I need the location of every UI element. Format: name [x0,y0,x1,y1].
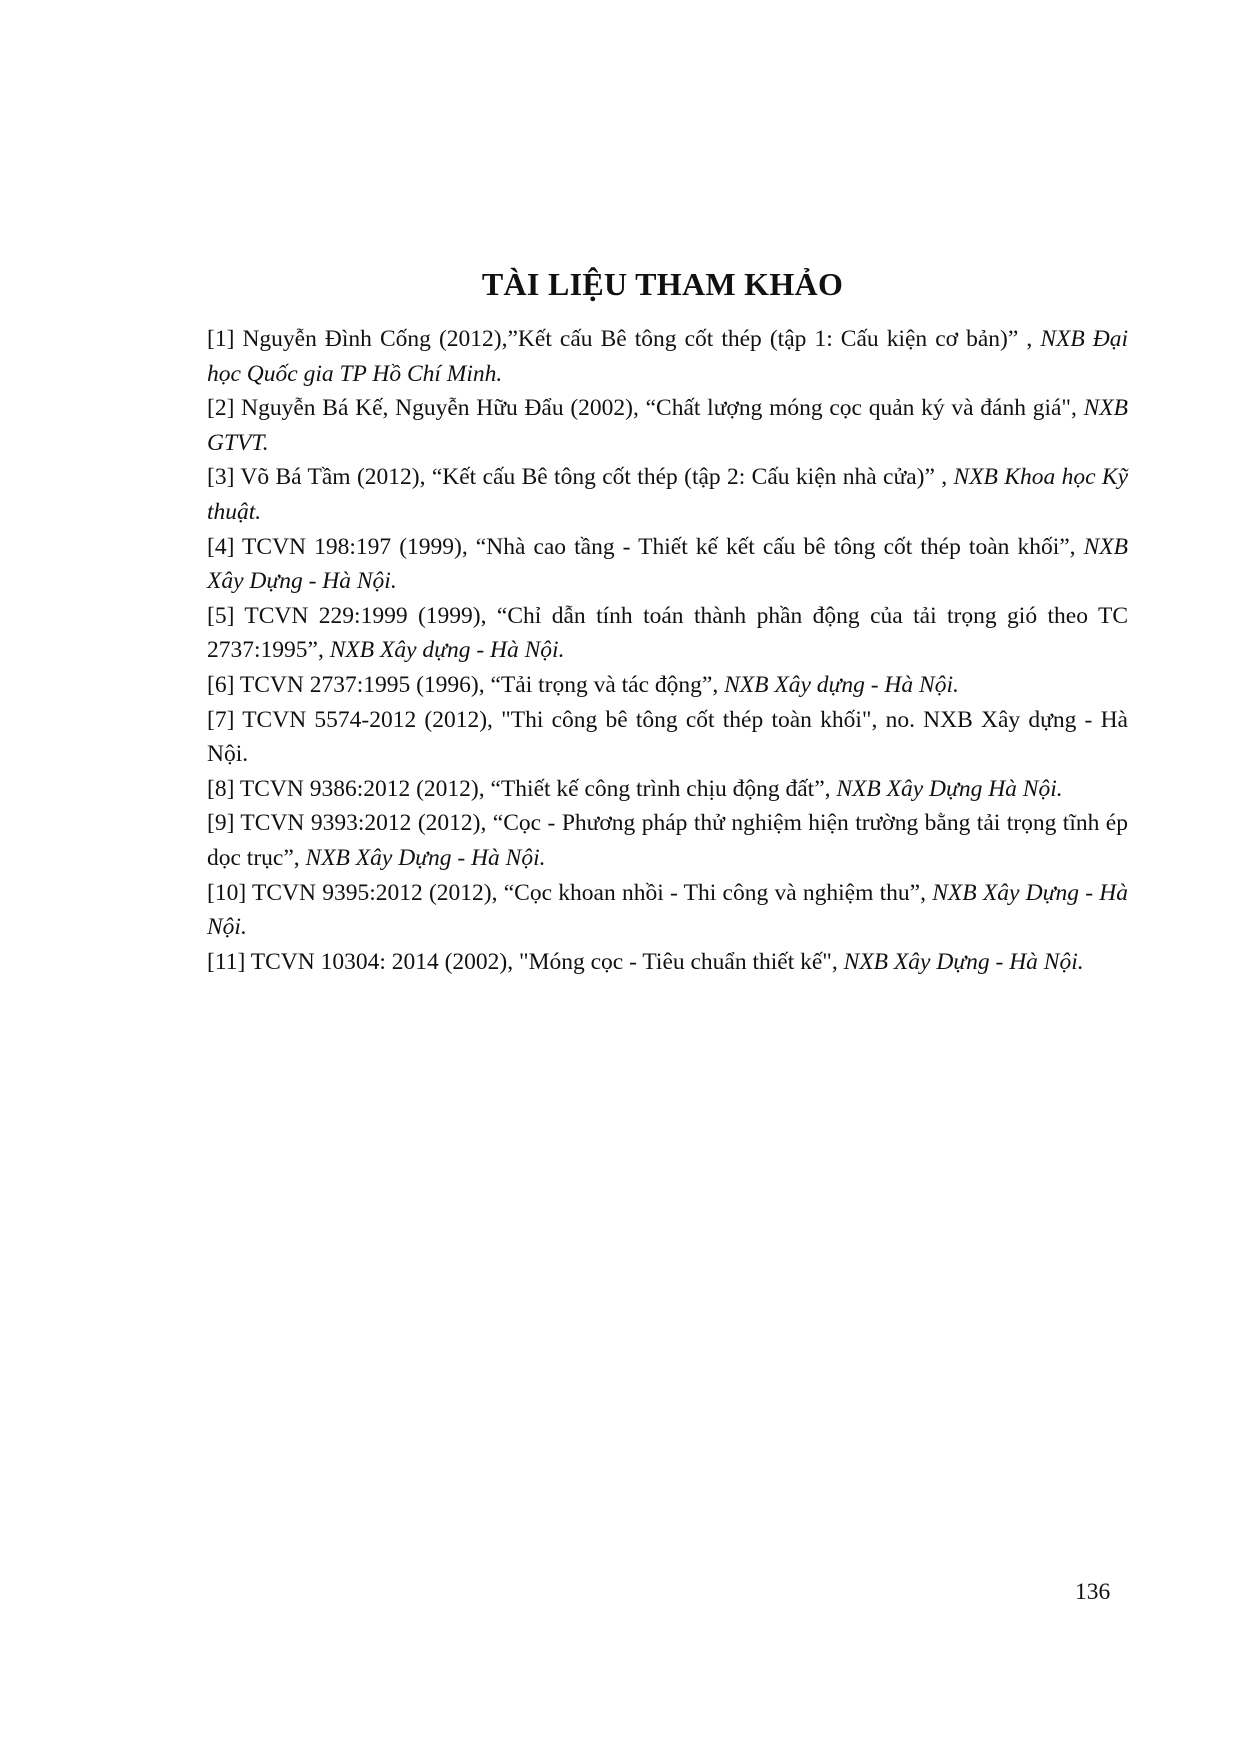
reference-text: [11] TCVN 10304: 2014 (2002), "Móng cọc - Tiêu chuẩn thiết kế", [207,948,844,975]
page-title: TÀI LIỆU THAM KHẢO [481,266,844,303]
reference-text: [1] Nguyễn Đình Cống (2012),”Kết cấu Bê tông cốt thép (tập 1: Cấu kiện cơ bản)” , [207,326,1041,352]
reference-text: [6] TCVN 2737:1995 (1996), “Tải trọng và tác động”, [207,671,725,698]
reference-item-5 [207,599,1128,668]
reference-publisher: NXB Xây dựng - Hà Nội. [329,637,565,664]
reference-item-7 [207,703,1128,772]
reference-text: [7] TCVN 5574-2012 (2012), "Thi công bê tông cốt thép toàn khối", no. NXB Xây dựng - Hà Nội. [207,706,1128,768]
reference-publisher: NXB Xây Dựng - Hà Nội. [207,879,1128,941]
reference-publisher: NXB GTVT. [207,395,1128,456]
reference-item-10 [207,876,1128,945]
reference-publisher: NXB Xây Dựng Hà Nội. [836,775,1063,802]
reference-publisher: NXB Khoa học Kỹ thuật. [207,464,1128,525]
reference-text: [4] TCVN 198:197 (1999), “Nhà cao tầng - Thiết kế kết cấu bê tông cốt thép toàn khối”, [207,533,1084,560]
reference-publisher: NXB Xây Dựng - Hà Nội. [305,844,546,871]
reference-text: [8] TCVN 9386:2012 (2012), “Thiết kế công trình chịu động đất”, [207,775,837,802]
reference-item-1 [207,322,1128,391]
reference-item-8 [207,772,1128,807]
reference-item-6 [207,668,1128,703]
reference-list [207,322,1128,979]
reference-item-4 [207,530,1128,599]
reference-text: [2] Nguyễn Bá Kế, Nguyễn Hữu Đẩu (2002), “Chất lượng móng cọc quản ký và đánh giá", [207,395,1084,422]
reference-publisher: NXB Đại học Quốc gia TP Hồ Chí Minh. [207,326,1129,387]
reference-publisher: NXB Xây Dựng - Hà Nội. [207,533,1128,595]
reference-text: [9] TCVN 9393:2012 (2012), “Cọc - Phương pháp thử nghiệm hiện trường bằng tải trọng tĩnh ép dọc trục”, [207,810,1128,871]
reference-item-11 [207,945,1128,980]
reference-item-9 [207,806,1128,875]
reference-item-2 [207,391,1128,460]
reference-publisher: NXB Xây dựng - Hà Nội. [724,671,959,698]
reference-text: [10] TCVN 9395:2012 (2012), “Cọc khoan nhồi - Thi công và nghiệm thu”, [207,879,933,906]
reference-item-3 [207,460,1128,529]
reference-publisher: NXB Xây Dựng - Hà Nội. [843,948,1084,975]
page-number: 136 [1075,1579,1111,1605]
reference-text: [3] Võ Bá Tầm (2012), “Kết cấu Bê tông cốt thép (tập 2: Cấu kiện nhà cửa)” , [207,464,954,491]
reference-text: [5] TCVN 229:1999 (1999), “Chỉ dẫn tính toán thành phần động của tải trọng gió theo TC 2737:1995”, [207,602,1128,664]
